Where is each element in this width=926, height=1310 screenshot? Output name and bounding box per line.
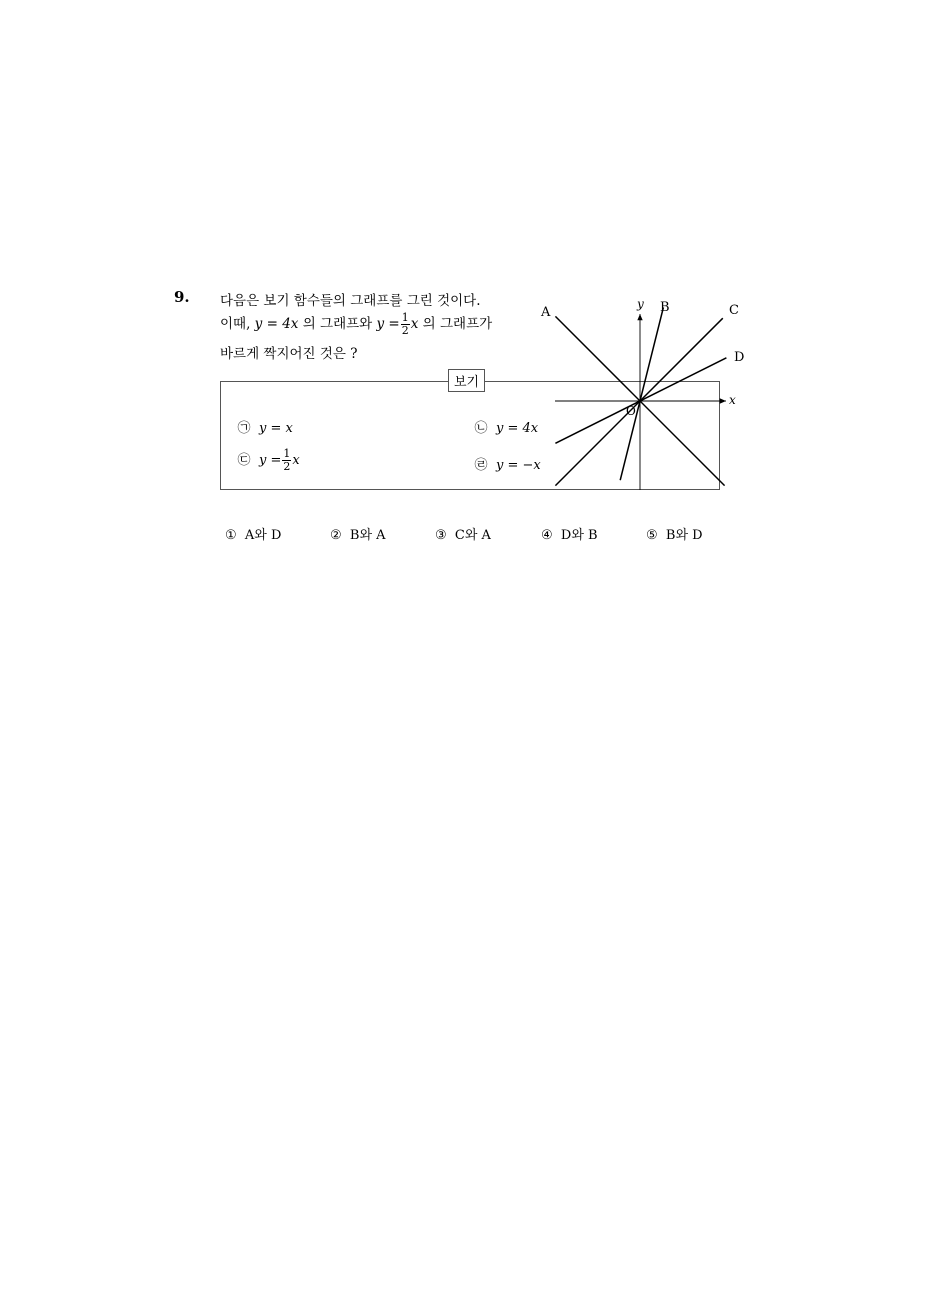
choice-text-4: D와 B (560, 528, 598, 543)
choice-text-1: A와 D (244, 528, 282, 543)
question-number: 9. (174, 288, 190, 306)
bogi-mark-2: ㉡ (474, 421, 488, 436)
bogi-mark-1: ㉠ (237, 421, 251, 436)
choice-text-5: B와 D (665, 528, 703, 543)
question-line-2-mid: 의 그래프와 (302, 316, 373, 332)
bogi-expr-2: y = 4x (496, 421, 539, 436)
choice-4[interactable] (541, 524, 598, 543)
bogi-fraction: $\frac{1}{2}$ (283, 447, 291, 473)
choice-3[interactable] (435, 524, 491, 543)
x-axis-label: x (729, 393, 736, 407)
choice-mark-4: ④ (541, 528, 553, 543)
choice-mark-2: ② (330, 528, 342, 543)
bogi-expr-1: y = x (259, 421, 293, 436)
choice-5[interactable] (646, 524, 703, 543)
equation-4x: y = 4x (254, 316, 299, 332)
y-axis-label: y (637, 297, 644, 311)
choice-mark-3: ③ (435, 528, 447, 543)
equation-half-x-var: x (410, 316, 419, 332)
question-line-3: 바르게 짝지어진 것은 ? (220, 346, 358, 362)
choice-1[interactable] (225, 524, 281, 543)
line-label-c: C (729, 303, 739, 318)
question-line-1: 다음은 보기 함수들의 그래프를 그린 것이다. (220, 293, 481, 309)
question-line-2-prefix: 이때, (220, 316, 251, 332)
bogi-mark-4: ㉣ (474, 458, 488, 473)
choice-2[interactable] (330, 524, 386, 543)
line-label-b: B (660, 300, 670, 315)
question-line-2-suffix: 의 그래프가 (422, 316, 493, 332)
bogi-expr-3-lhs: y = (259, 453, 282, 468)
origin-label: O (626, 404, 636, 418)
choice-mark-5: ⑤ (646, 528, 658, 543)
graph-line-b (620, 307, 663, 480)
bogi-mark-3: ㉢ (237, 453, 251, 468)
equation-half-x-lhs: y = (376, 316, 400, 332)
choice-text-3: C와 A (454, 528, 491, 543)
choice-mark-1: ① (225, 528, 237, 543)
bogi-expr-4: y = −x (496, 458, 541, 473)
line-label-d: D (734, 350, 745, 365)
choice-text-2: B와 A (349, 528, 386, 543)
bogi-expr-3-var: x (292, 453, 300, 468)
fraction-one-half: $\frac{1}{2}$ (401, 311, 409, 337)
bogi-title: 보기 (448, 369, 485, 392)
line-label-a: A (541, 305, 551, 320)
